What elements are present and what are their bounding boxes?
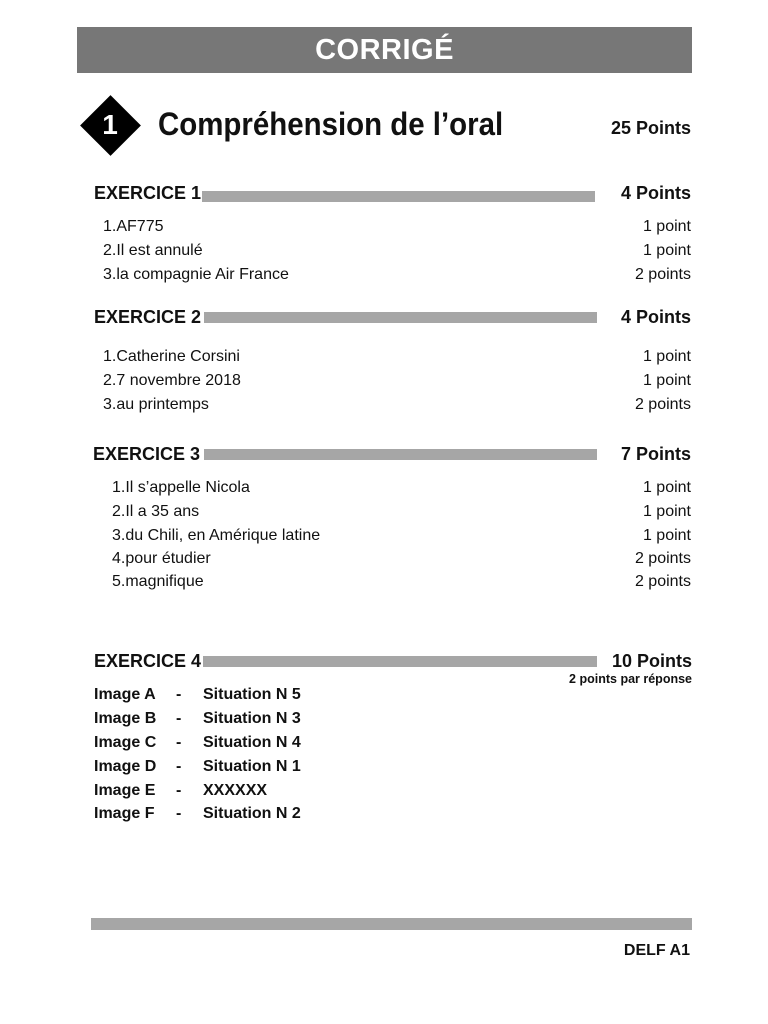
item-answer: AF775 [116, 218, 164, 235]
item-answer: au printemps [116, 396, 209, 413]
list-item [112, 503, 199, 521]
match-image-label: Image F [94, 805, 155, 822]
list-item [112, 527, 320, 545]
exercise-3-points: 7 Points [620, 444, 691, 464]
match-image-label: Image D [94, 758, 157, 775]
item-number: 1. [112, 479, 126, 496]
item-number: 2. [103, 372, 117, 389]
item-answer: Il est annulé [116, 242, 203, 259]
scoring-note: 2 points par réponse [569, 672, 692, 686]
item-answer: pour étudier [125, 550, 211, 567]
item-points: 1 point [642, 218, 691, 235]
match-separator: - [176, 805, 182, 822]
list-item [103, 372, 241, 390]
match-separator: - [176, 758, 182, 775]
item-number: 3. [103, 266, 117, 283]
exercise-1-bar [202, 191, 595, 202]
item-answer: du Chili, en Amérique latine [125, 527, 321, 544]
corrige-banner: CORRIGÉ [77, 27, 692, 73]
match-answer: Situation N 1 [203, 758, 301, 775]
exercise-4-title: EXERCICE 4 [94, 651, 202, 671]
list-item [103, 348, 240, 366]
list-item [103, 242, 203, 260]
exercise-4-points: 10 Points [611, 651, 692, 671]
match-separator: - [176, 782, 182, 799]
exercise-2-title: EXERCICE 2 [94, 307, 202, 327]
item-points: 1 point [642, 242, 691, 259]
item-number: 2. [112, 503, 126, 520]
item-answer: la compagnie Air France [116, 266, 289, 283]
item-number: 3. [103, 396, 117, 413]
exercise-2-bar [204, 312, 597, 323]
item-number: 4. [112, 550, 126, 567]
match-answer: Situation N 5 [203, 686, 301, 703]
item-answer: Il a 35 ans [125, 503, 200, 520]
item-answer: 7 novembre 2018 [116, 372, 241, 389]
list-item [112, 479, 250, 497]
match-image-label: Image E [94, 782, 156, 799]
list-item [103, 218, 163, 236]
item-points: 1 point [642, 372, 691, 389]
item-points: 1 point [642, 348, 691, 365]
match-answer: Situation N 2 [203, 805, 301, 822]
item-answer: Catherine Corsini [116, 348, 240, 365]
item-points: 1 point [642, 479, 691, 496]
item-number: 1. [103, 218, 117, 235]
match-answer: Situation N 3 [203, 710, 301, 727]
item-points: 2 points [634, 550, 691, 567]
item-points: 2 points [634, 396, 691, 413]
item-points: 1 point [642, 503, 691, 520]
item-number: 1. [103, 348, 117, 365]
match-image-label: Image B [94, 710, 157, 727]
section-points: 25 Points [610, 118, 691, 138]
item-number: 2. [103, 242, 117, 259]
list-item [112, 573, 204, 591]
item-number: 5. [112, 573, 126, 590]
list-item [112, 550, 211, 568]
item-points: 1 point [642, 527, 691, 544]
section-title: Compréhension de l’oral [158, 106, 504, 142]
item-answer: Il s’appelle Nicola [125, 479, 250, 496]
item-points: 2 points [634, 266, 691, 283]
match-image-label: Image C [94, 734, 157, 751]
match-separator: - [176, 710, 182, 727]
match-separator: - [176, 686, 182, 703]
section-number: 1 [102, 109, 118, 140]
match-answer: Situation N 4 [203, 734, 301, 751]
list-item [103, 266, 289, 284]
match-answer: XXXXXX [203, 782, 268, 799]
match-separator: - [176, 734, 182, 751]
exercise-3-title: EXERCICE 3 [93, 444, 201, 464]
list-item [103, 396, 209, 414]
footer-label: DELF A1 [623, 942, 690, 959]
exercise-3-bar [204, 449, 597, 460]
item-answer: magnifique [125, 573, 204, 590]
item-points: 2 points [634, 573, 691, 590]
section-number-badge [84, 99, 136, 151]
exercise-2-points: 4 Points [620, 307, 691, 327]
exercise-1-points: 4 Points [620, 183, 691, 203]
footer-divider [91, 918, 692, 930]
match-image-label: Image A [94, 686, 156, 703]
exercise-4-bar [203, 656, 597, 667]
exercise-1-title: EXERCICE 1 [94, 183, 202, 203]
item-number: 3. [112, 527, 126, 544]
